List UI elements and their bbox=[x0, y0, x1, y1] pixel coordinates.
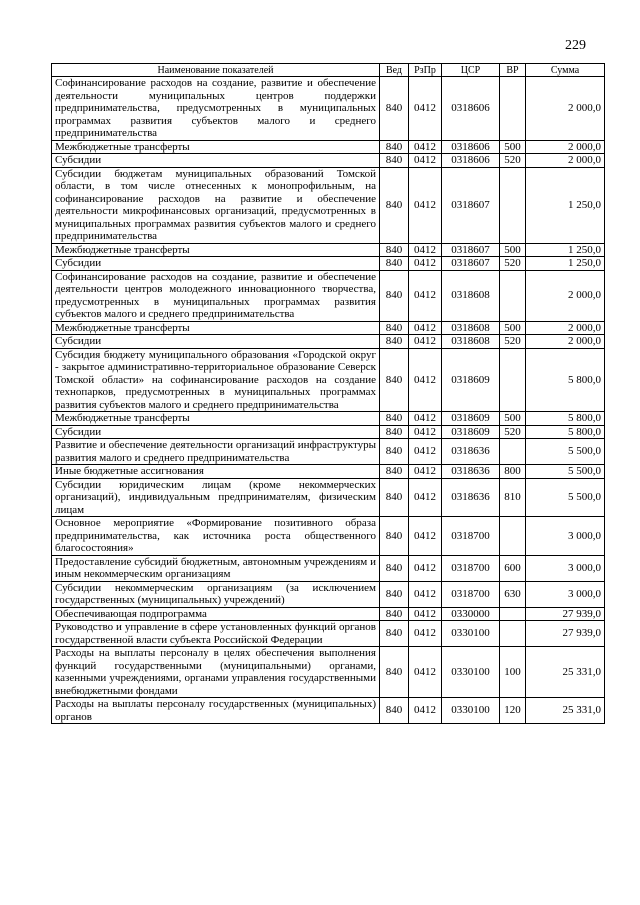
row-vr bbox=[500, 270, 526, 321]
row-sum: 1 250,0 bbox=[526, 243, 605, 257]
row-csr: 0318606 bbox=[442, 140, 500, 154]
row-ved: 840 bbox=[380, 167, 409, 243]
row-ved: 840 bbox=[380, 621, 409, 647]
row-sum: 5 500,0 bbox=[526, 465, 605, 479]
row-ved: 840 bbox=[380, 243, 409, 257]
budget-table bbox=[51, 63, 605, 724]
row-rzpr: 0412 bbox=[409, 517, 442, 556]
row-vr bbox=[500, 517, 526, 556]
row-name: Субсидии bbox=[52, 335, 380, 349]
row-vr: 100 bbox=[500, 647, 526, 698]
header-ved: Вед bbox=[380, 64, 409, 77]
header-name: Наименование показателей bbox=[52, 64, 380, 77]
row-name: Межбюджетные трансферты bbox=[52, 321, 380, 335]
header-vr: ВР bbox=[500, 64, 526, 77]
row-csr: 0318606 bbox=[442, 77, 500, 141]
row-rzpr: 0412 bbox=[409, 555, 442, 581]
row-name: Межбюджетные трансферты bbox=[52, 140, 380, 154]
row-sum: 2 000,0 bbox=[526, 270, 605, 321]
row-csr: 0318700 bbox=[442, 581, 500, 607]
row-vr bbox=[500, 439, 526, 465]
row-ved: 840 bbox=[380, 335, 409, 349]
row-csr: 0318609 bbox=[442, 425, 500, 439]
row-sum: 5 800,0 bbox=[526, 412, 605, 426]
table-row bbox=[52, 257, 605, 271]
row-csr: 0330000 bbox=[442, 607, 500, 621]
row-name: Софинансирование расходов на создание, развитие и обеспечение деятельности центров молодежного инновационного творчества, предусмотренных в муниципальных программах развития субъектов малого и среднего предпринимательства bbox=[52, 270, 380, 321]
row-sum: 1 250,0 bbox=[526, 257, 605, 271]
table-row bbox=[52, 425, 605, 439]
row-sum: 27 939,0 bbox=[526, 621, 605, 647]
row-sum: 5 500,0 bbox=[526, 439, 605, 465]
row-vr: 520 bbox=[500, 425, 526, 439]
header-csr: ЦСР bbox=[442, 64, 500, 77]
row-ved: 840 bbox=[380, 647, 409, 698]
row-sum: 2 000,0 bbox=[526, 140, 605, 154]
row-vr: 600 bbox=[500, 555, 526, 581]
row-name: Предоставление субсидий бюджетным, автономным учреждениям и иным некоммерческим организациям bbox=[52, 555, 380, 581]
row-rzpr: 0412 bbox=[409, 243, 442, 257]
table-row bbox=[52, 647, 605, 698]
row-rzpr: 0412 bbox=[409, 698, 442, 724]
table-row bbox=[52, 348, 605, 412]
row-ved: 840 bbox=[380, 321, 409, 335]
table-row bbox=[52, 154, 605, 168]
row-csr: 0330100 bbox=[442, 621, 500, 647]
row-vr bbox=[500, 348, 526, 412]
row-vr: 120 bbox=[500, 698, 526, 724]
table-row bbox=[52, 270, 605, 321]
row-name: Руководство и управление в сфере установленных функций органов государственной власти субъекта Российской Федерации bbox=[52, 621, 380, 647]
row-vr: 520 bbox=[500, 154, 526, 168]
table-row bbox=[52, 517, 605, 556]
row-sum: 2 000,0 bbox=[526, 321, 605, 335]
row-ved: 840 bbox=[380, 425, 409, 439]
row-vr: 630 bbox=[500, 581, 526, 607]
row-csr: 0318700 bbox=[442, 517, 500, 556]
row-csr: 0318607 bbox=[442, 243, 500, 257]
row-name: Субсидии юридическим лицам (кроме некоммерческих организаций), индивидуальным предпринимателям, физическим лицам bbox=[52, 478, 380, 517]
row-rzpr: 0412 bbox=[409, 425, 442, 439]
row-name: Софинансирование расходов на создание, развитие и обеспечение деятельности муниципальных центров поддержки предпринимательства, предусмотренных в муниципальных программах развития субъектов малого и среднего предпринимательства bbox=[52, 77, 380, 141]
row-csr: 0318607 bbox=[442, 167, 500, 243]
row-csr: 0318606 bbox=[442, 154, 500, 168]
row-ved: 840 bbox=[380, 698, 409, 724]
row-rzpr: 0412 bbox=[409, 321, 442, 335]
table-row bbox=[52, 439, 605, 465]
row-sum: 2 000,0 bbox=[526, 154, 605, 168]
row-rzpr: 0412 bbox=[409, 335, 442, 349]
row-sum: 5 500,0 bbox=[526, 478, 605, 517]
row-name: Иные бюджетные ассигнования bbox=[52, 465, 380, 479]
row-csr: 0330100 bbox=[442, 647, 500, 698]
row-rzpr: 0412 bbox=[409, 77, 442, 141]
table-row bbox=[52, 465, 605, 479]
row-sum: 25 331,0 bbox=[526, 698, 605, 724]
row-rzpr: 0412 bbox=[409, 154, 442, 168]
row-vr: 500 bbox=[500, 321, 526, 335]
table-row bbox=[52, 412, 605, 426]
table-row bbox=[52, 243, 605, 257]
row-name: Межбюджетные трансферты bbox=[52, 412, 380, 426]
row-ved: 840 bbox=[380, 478, 409, 517]
row-vr: 810 bbox=[500, 478, 526, 517]
row-rzpr: 0412 bbox=[409, 607, 442, 621]
row-sum: 5 800,0 bbox=[526, 348, 605, 412]
header-rzpr: РзПр bbox=[409, 64, 442, 77]
row-rzpr: 0412 bbox=[409, 348, 442, 412]
row-rzpr: 0412 bbox=[409, 167, 442, 243]
row-name: Межбюджетные трансферты bbox=[52, 243, 380, 257]
row-rzpr: 0412 bbox=[409, 647, 442, 698]
row-sum: 2 000,0 bbox=[526, 335, 605, 349]
row-vr: 800 bbox=[500, 465, 526, 479]
table-row bbox=[52, 140, 605, 154]
table-row bbox=[52, 581, 605, 607]
row-sum: 3 000,0 bbox=[526, 581, 605, 607]
row-vr bbox=[500, 167, 526, 243]
row-name: Субсидии bbox=[52, 257, 380, 271]
row-ved: 840 bbox=[380, 517, 409, 556]
row-rzpr: 0412 bbox=[409, 412, 442, 426]
page-number: 229 bbox=[565, 38, 586, 53]
row-ved: 840 bbox=[380, 581, 409, 607]
row-sum: 3 000,0 bbox=[526, 555, 605, 581]
row-name: Субсидии bbox=[52, 154, 380, 168]
row-sum: 3 000,0 bbox=[526, 517, 605, 556]
row-name: Субсидия бюджету муниципального образования «Городской округ - закрытое административно-территориальное образование Северск Томской области» на софинансирование расходов на создание технопарков, предусмотренных в муниципальных программах развития субъектов малого и среднего предпринимательства bbox=[52, 348, 380, 412]
row-ved: 840 bbox=[380, 555, 409, 581]
row-sum: 2 000,0 bbox=[526, 77, 605, 141]
row-csr: 0318700 bbox=[442, 555, 500, 581]
row-vr: 500 bbox=[500, 412, 526, 426]
row-rzpr: 0412 bbox=[409, 465, 442, 479]
row-ved: 840 bbox=[380, 77, 409, 141]
table-row bbox=[52, 167, 605, 243]
row-rzpr: 0412 bbox=[409, 478, 442, 517]
header-sum: Сумма bbox=[526, 64, 605, 77]
table-row bbox=[52, 335, 605, 349]
row-name: Субсидии бюджетам муниципальных образований Томской области, в том числе отнесенных к монопрофильным, на софинансирование расходов на развитие и обеспечение деятельности микрофинансовых организаций, предусмотренных в муниципальных программах развития субъектов малого и среднего предпринимательства bbox=[52, 167, 380, 243]
row-vr bbox=[500, 607, 526, 621]
row-sum: 1 250,0 bbox=[526, 167, 605, 243]
row-csr: 0318636 bbox=[442, 465, 500, 479]
row-rzpr: 0412 bbox=[409, 439, 442, 465]
row-sum: 5 800,0 bbox=[526, 425, 605, 439]
row-sum: 25 331,0 bbox=[526, 647, 605, 698]
row-name: Основное мероприятие «Формирование позитивного образа предпринимательства, как источника роста общественного благосостояния» bbox=[52, 517, 380, 556]
row-ved: 840 bbox=[380, 412, 409, 426]
row-ved: 840 bbox=[380, 270, 409, 321]
row-csr: 0318636 bbox=[442, 478, 500, 517]
row-name: Обеспечивающая подпрограмма bbox=[52, 607, 380, 621]
row-csr: 0318607 bbox=[442, 257, 500, 271]
table-row bbox=[52, 555, 605, 581]
table-row bbox=[52, 621, 605, 647]
row-vr bbox=[500, 77, 526, 141]
row-csr: 0318609 bbox=[442, 348, 500, 412]
row-rzpr: 0412 bbox=[409, 581, 442, 607]
table-row bbox=[52, 478, 605, 517]
table-row bbox=[52, 77, 605, 141]
row-vr bbox=[500, 621, 526, 647]
row-name: Расходы на выплаты персоналу государственных (муниципальных) органов bbox=[52, 698, 380, 724]
row-csr: 0318608 bbox=[442, 335, 500, 349]
row-rzpr: 0412 bbox=[409, 140, 442, 154]
table-row bbox=[52, 321, 605, 335]
row-ved: 840 bbox=[380, 348, 409, 412]
row-name: Расходы на выплаты персоналу в целях обеспечения выполнения функций государственными (муниципальными) органами, казенными учреждениями, органами управления государственными внебюджетными фондами bbox=[52, 647, 380, 698]
row-rzpr: 0412 bbox=[409, 270, 442, 321]
row-csr: 0318636 bbox=[442, 439, 500, 465]
row-vr: 500 bbox=[500, 140, 526, 154]
table-header-row bbox=[52, 64, 605, 77]
row-vr: 520 bbox=[500, 335, 526, 349]
row-name: Субсидии bbox=[52, 425, 380, 439]
row-name: Субсидии некоммерческим организациям (за исключением государственных (муниципальных) учреждений) bbox=[52, 581, 380, 607]
row-vr: 500 bbox=[500, 243, 526, 257]
row-vr: 520 bbox=[500, 257, 526, 271]
row-csr: 0318608 bbox=[442, 270, 500, 321]
row-ved: 840 bbox=[380, 465, 409, 479]
row-name: Развитие и обеспечение деятельности организаций инфраструктуры развития малого и среднего предпринимательства bbox=[52, 439, 380, 465]
row-ved: 840 bbox=[380, 154, 409, 168]
row-sum: 27 939,0 bbox=[526, 607, 605, 621]
table-row bbox=[52, 607, 605, 621]
row-ved: 840 bbox=[380, 257, 409, 271]
row-csr: 0318608 bbox=[442, 321, 500, 335]
table-row bbox=[52, 698, 605, 724]
row-ved: 840 bbox=[380, 140, 409, 154]
row-ved: 840 bbox=[380, 607, 409, 621]
row-rzpr: 0412 bbox=[409, 621, 442, 647]
row-csr: 0318609 bbox=[442, 412, 500, 426]
row-csr: 0330100 bbox=[442, 698, 500, 724]
row-rzpr: 0412 bbox=[409, 257, 442, 271]
row-ved: 840 bbox=[380, 439, 409, 465]
